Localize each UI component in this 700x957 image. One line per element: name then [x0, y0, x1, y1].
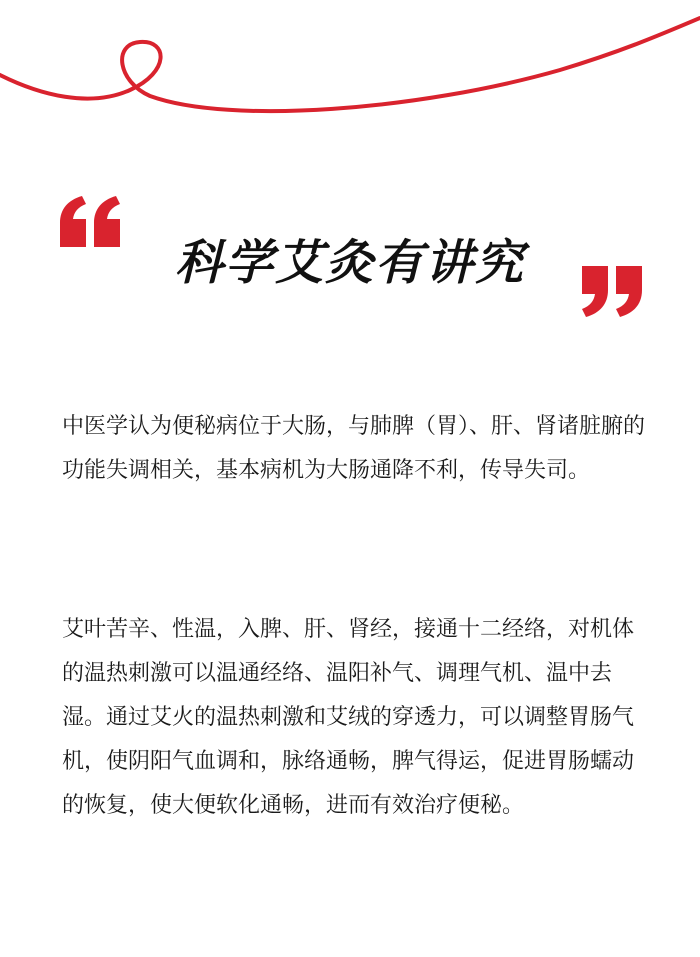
quote-close-icon	[578, 266, 644, 318]
body-paragraph-2: 艾叶苦辛、性温，入脾、肝、肾经，接通十二经络，对机体的温热刺激可以温通经络、温阳补气、调理气机、温中去湿。通过艾火的温热刺激和艾绒的穿透力，可以调整胃肠气机，使阴阳气血调和，脉络通畅，脾气得运，促进胃肠蠕动的恢复，使大便软化通畅，进而有效治疗便秘。	[62, 617, 635, 818]
page-title: 科学艾灸有讲究	[174, 235, 525, 291]
body-paragraph-1: 中医学认为便秘病位于大肠，与肺脾（胃）、肝、肾诸脏腑的功能失调相关，基本病机为大肠通降不利，传导失司。	[62, 414, 646, 483]
decorative-ribbon-line	[0, 0, 700, 130]
